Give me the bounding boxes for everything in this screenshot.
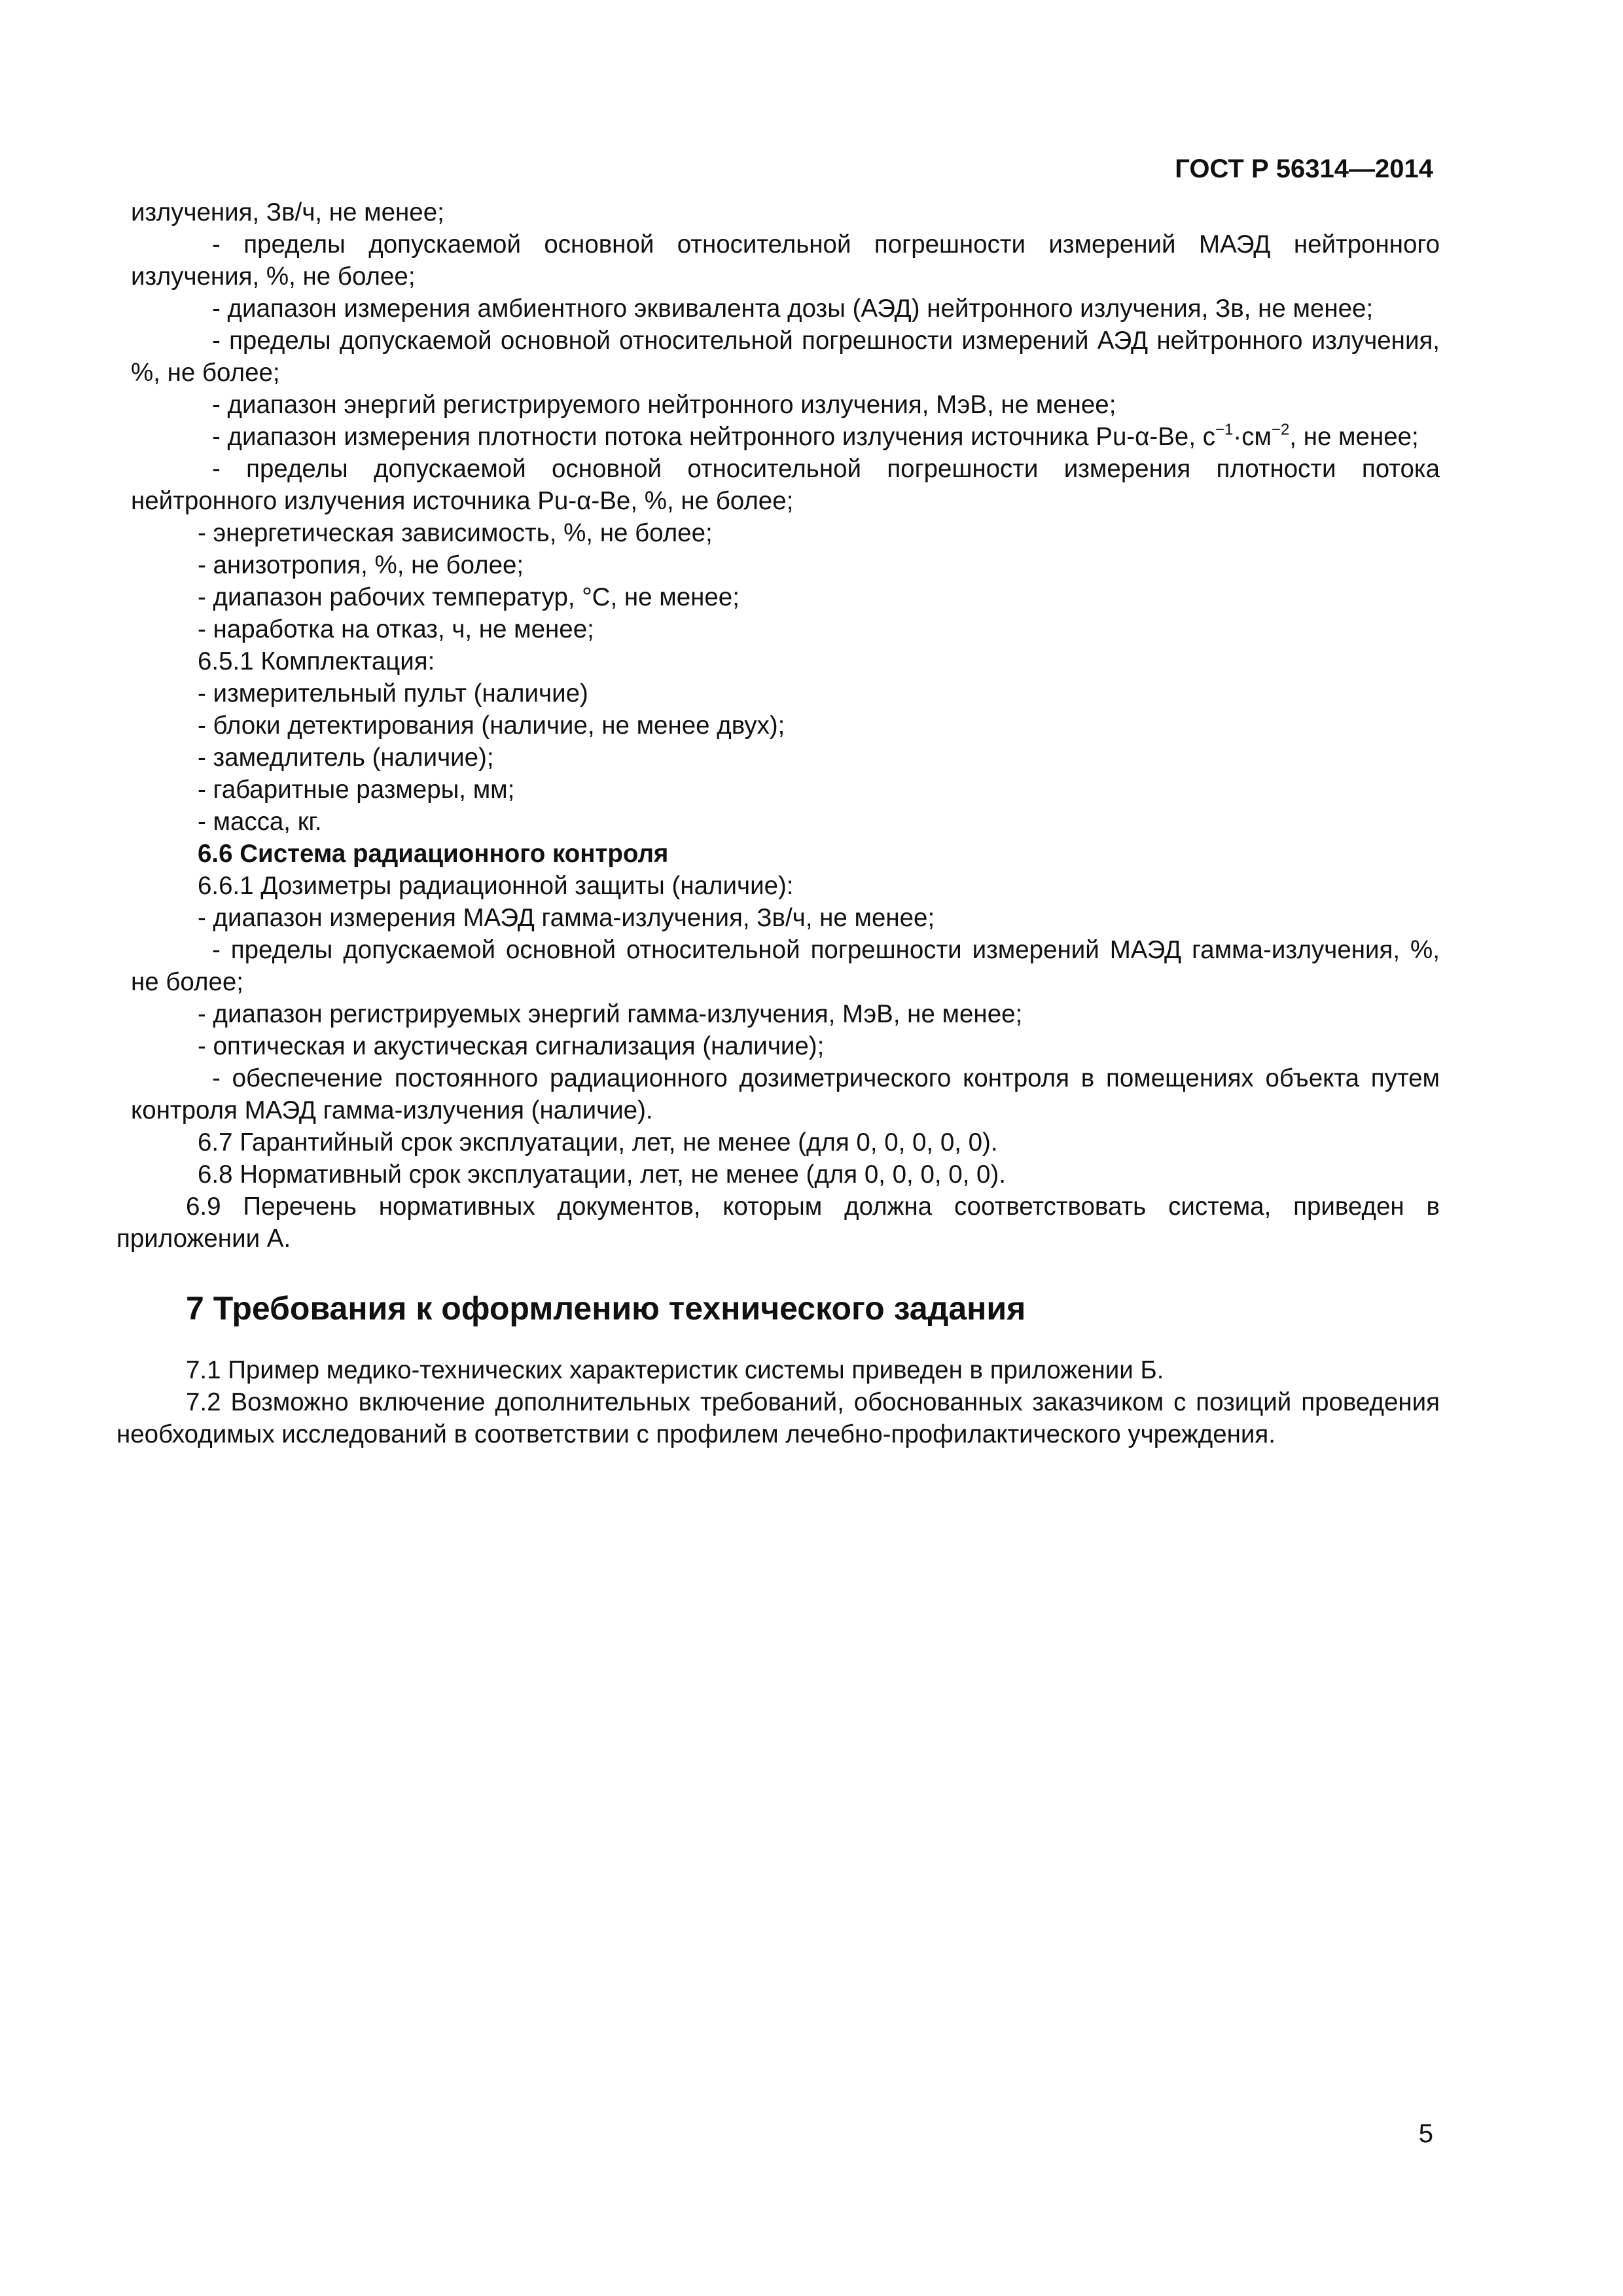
list-item-text: ·см [1233, 423, 1272, 451]
list-item: - пределы допускаемой основной относительной погрешности измерений МАЭД гамма-излучения, %, не более; [131, 936, 1440, 996]
superscript: −2 [1271, 421, 1290, 439]
list-item: - обеспечение постоянного радиационного дозиметрического контроля в помещениях объекта путем контроля МАЭД гамма-излучения (наличие). [131, 1064, 1440, 1124]
section-title: 6.6 Система радиационного контроля [198, 840, 669, 868]
list-item: - замедлитель (наличие); [198, 744, 494, 772]
section-heading: 7 Требования к оформлению технического задания [186, 1290, 1026, 1327]
list-item: - анизотропия, %, не более; [198, 551, 524, 579]
list-item-text: , не менее; [1289, 423, 1419, 451]
document-body [116, 196, 1440, 1450]
page-number: 5 [1418, 2119, 1433, 2148]
list-item: - диапазон энергий регистрируемого нейтронного излучения, МэВ, не менее; [212, 391, 1116, 419]
list-item: - оптическая и акустическая сигнализация (наличие); [198, 1032, 825, 1060]
paragraph: 6.7 Гарантийный срок эксплуатации, лет, не менее (для 0, 0, 0, 0, 0). [198, 1128, 998, 1157]
list-item-text: - диапазон измерения плотности потока нейтронного излучения источника Pu-α-Be, с [212, 423, 1215, 451]
paragraph: 7.2 Возможно включение дополнительных требований, обоснованных заказчиком с позиций проведения необходимых исследований в соответствии с профилем лечебно-профилактического учреждения. [116, 1388, 1440, 1448]
list-item: - диапазон рабочих температур, °С, не менее; [198, 583, 740, 611]
list-item: - габаритные размеры, мм; [198, 776, 515, 804]
list-item: - диапазон измерения МАЭД гамма-излучения, Зв/ч, не менее; [198, 904, 935, 932]
paragraph: 6.8 Нормативный срок эксплуатации, лет, не менее (для 0, 0, 0, 0, 0). [198, 1160, 1006, 1189]
list-item [116, 421, 1440, 453]
text-line: излучения, Зв/ч, не менее; [131, 198, 444, 226]
subsection-title: 6.6.1 Дозиметры радиационной защиты (наличие): [198, 872, 794, 900]
list-item: - диапазон регистрируемых энергий гамма-излучения, МэВ, не менее; [198, 1000, 1023, 1028]
paragraph: 7.1 Пример медико-технических характеристик системы приведен в приложении Б. [186, 1356, 1164, 1384]
list-item: - пределы допускаемой основной относительной погрешности измерений АЭД нейтронного излучения, %, не более; [131, 327, 1440, 387]
list-item: - пределы допускаемой основной относительной погрешности измерений МАЭД нейтронного излучения, %, не более; [131, 230, 1440, 291]
list-item: - масса, кг. [198, 808, 322, 836]
list-item: - энергетическая зависимость, %, не более; [198, 519, 713, 547]
list-item: - пределы допускаемой основной относительной погрешности измерения плотности потока нейтронного излучения источника Pu-α-Be, %, не более; [131, 455, 1440, 515]
subsection-title: 6.5.1 Комплектация: [198, 647, 435, 675]
document-header: ГОСТ Р 56314—2014 [1175, 154, 1433, 183]
list-item: - измерительный пульт (наличие) [198, 679, 588, 708]
paragraph: 6.9 Перечень нормативных документов, которым должна соответствовать система, приведен в приложении А. [116, 1193, 1440, 1253]
superscript: −1 [1215, 421, 1234, 439]
list-item: - наработка на отказ, ч, не менее; [198, 615, 594, 643]
list-item: - диапазон измерения амбиентного эквивалента дозы (АЭД) нейтронного излучения, Зв, не менее; [212, 295, 1374, 323]
list-item: - блоки детектирования (наличие, не менее двух); [198, 711, 785, 740]
